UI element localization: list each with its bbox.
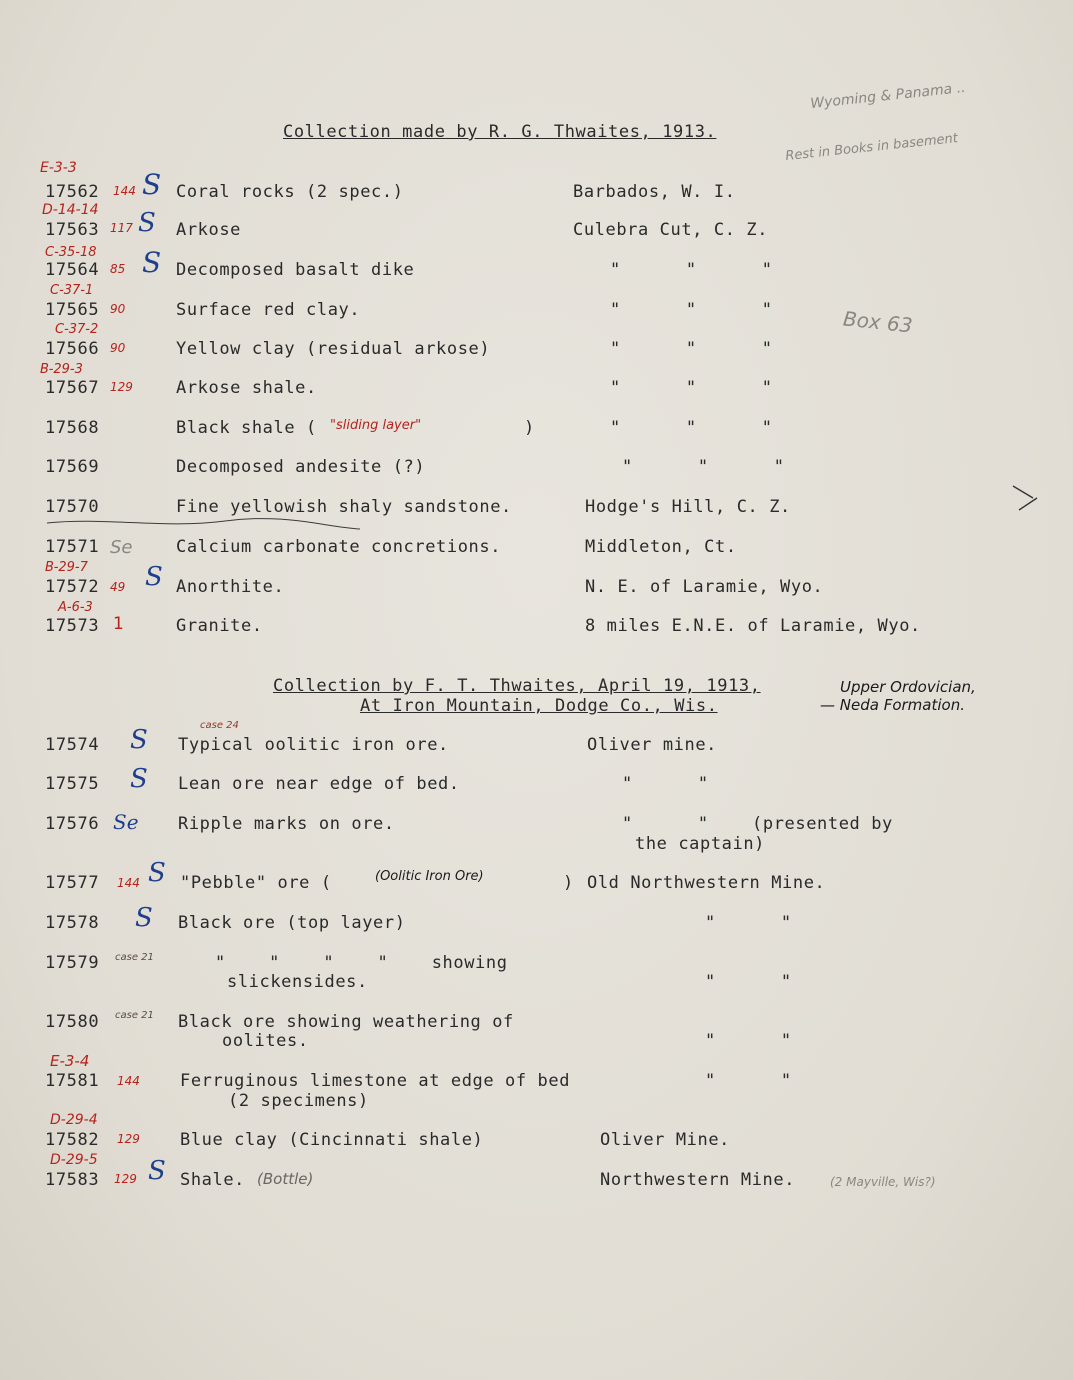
- item-number: 17568: [45, 418, 100, 438]
- red-catalog-code: E-3-3: [40, 160, 77, 176]
- red-case-number: 129: [114, 1172, 137, 1186]
- red-note-sliding-layer: "sliding layer": [330, 418, 422, 433]
- item-description: Decomposed basalt dike: [176, 260, 415, 280]
- item-number: 17570: [45, 497, 100, 517]
- red-case-number: 49: [110, 580, 126, 594]
- item-locality: Middleton, Ct.: [585, 537, 737, 557]
- item-description-cont: (2 specimens): [228, 1091, 369, 1111]
- blue-s-mark: S: [138, 208, 156, 238]
- red-catalog-code: D-29-4: [50, 1112, 98, 1128]
- item-description: Black ore (top layer): [178, 913, 406, 933]
- ink-note-oolitic: (Oolitic Iron Ore): [375, 869, 484, 884]
- item-description-cont: slickensides.: [227, 972, 368, 992]
- red-catalog-code: E-3-4: [50, 1052, 90, 1070]
- blue-s-mark: S: [130, 764, 148, 794]
- item-locality: Oliver Mine.: [600, 1130, 731, 1150]
- item-number: 17566: [45, 339, 100, 359]
- item-number: 17564: [45, 260, 100, 280]
- pencil-note-basement: Rest in Books in basement: [784, 130, 959, 165]
- item-locality: " " ": [622, 457, 785, 477]
- item-description: Arkose: [176, 220, 242, 240]
- item-locality: " " ": [610, 260, 773, 280]
- blue-s-mark: S: [135, 903, 153, 933]
- item-number: 17572: [45, 577, 100, 597]
- item-locality: " ": [705, 1071, 792, 1091]
- red-catalog-code: C-37-2: [55, 322, 99, 337]
- item-description: Anorthite.: [176, 577, 285, 597]
- red-case-number: 144: [117, 876, 140, 890]
- item-locality: Oliver mine.: [587, 735, 718, 755]
- item-number: 17562: [45, 182, 100, 202]
- item-locality: Northwestern Mine.: [600, 1170, 796, 1190]
- pencil-note-wyoming-panama: Wyoming & Panama ..: [809, 79, 967, 113]
- item-number: 17573: [45, 616, 100, 636]
- blue-s-mark: S: [142, 168, 162, 201]
- item-number: 17576: [45, 814, 100, 834]
- item-description: Lean ore near edge of bed.: [178, 774, 460, 794]
- item-description: Ferruginous limestone at edge of bed: [180, 1071, 571, 1091]
- blue-s-mark: S: [142, 246, 162, 279]
- item-description: Black ore showing weathering of: [178, 1012, 514, 1032]
- pencil-note-se: Se: [110, 537, 133, 558]
- blue-se-mark: Se: [113, 810, 139, 834]
- item-locality: " ": [705, 1031, 792, 1051]
- item-number: 17583: [45, 1170, 100, 1190]
- red-catalog-code: C-35-18: [45, 245, 97, 260]
- case-note: case 21: [115, 1010, 154, 1021]
- item-locality: Barbados, W. I.: [573, 182, 736, 202]
- pencil-note-bottle: (Bottle): [257, 1170, 314, 1188]
- item-locality: Hodge's Hill, C. Z.: [585, 497, 791, 517]
- item-description: Decomposed andesite (?): [176, 457, 426, 477]
- item-description: Shale.: [180, 1170, 246, 1190]
- blue-s-mark: S: [148, 1156, 166, 1186]
- item-number: 17571: [45, 537, 100, 557]
- item-description: "Pebble" ore (: [180, 873, 332, 893]
- item-number: 17580: [45, 1012, 100, 1032]
- item-number: 17581: [45, 1071, 100, 1091]
- blue-s-mark: S: [130, 725, 148, 755]
- item-description-close: ): [524, 418, 535, 438]
- item-number: 17579: [45, 953, 100, 973]
- red-case-number: 90: [110, 341, 126, 355]
- item-locality: " " ": [610, 378, 773, 398]
- item-description: Surface red clay.: [176, 300, 361, 320]
- item-number: 17563: [45, 220, 100, 240]
- pencil-note-mayville: (2 Mayville, Wis?): [830, 1175, 936, 1189]
- case-note: case 24: [200, 720, 239, 731]
- item-locality: " " (presented by: [622, 814, 893, 834]
- item-description: Yellow clay (residual arkose): [176, 339, 491, 359]
- item-locality: N. E. of Laramie, Wyo.: [585, 577, 824, 597]
- item-number: 17578: [45, 913, 100, 933]
- item-locality: " " ": [610, 339, 773, 359]
- item-description: Blue clay (Cincinnati shale): [180, 1130, 484, 1150]
- red-catalog-code: B-29-7: [45, 560, 88, 575]
- red-case-number: 144: [117, 1074, 140, 1088]
- red-case-number: 129: [117, 1132, 140, 1146]
- section2-subheading: At Iron Mountain, Dodge Co., Wis.: [360, 696, 718, 716]
- item-description: Coral rocks (2 spec.): [176, 182, 404, 202]
- item-locality: " ": [705, 972, 792, 992]
- item-locality-cont: the captain): [635, 834, 766, 854]
- blue-s-mark: S: [145, 562, 163, 592]
- blue-s-mark: S: [148, 858, 166, 888]
- ink-note-upper-ordovician: Upper Ordovician,: [840, 678, 976, 696]
- red-case-number: 1: [113, 614, 124, 634]
- red-case-number: 144: [113, 184, 136, 198]
- ink-note-neda-formation: — Neda Formation.: [820, 696, 965, 714]
- item-description: " " " " showing: [215, 953, 508, 973]
- red-catalog-code: D-29-5: [50, 1152, 98, 1168]
- item-locality: " " ": [610, 300, 773, 320]
- item-description: Ripple marks on ore.: [178, 814, 395, 834]
- item-description: Fine yellowish shaly sandstone.: [176, 497, 512, 517]
- item-locality: Culebra Cut, C. Z.: [573, 220, 769, 240]
- red-case-number: 117: [110, 221, 133, 235]
- section2-heading: Collection by F. T. Thwaites, April 19, 1913,: [273, 676, 761, 696]
- item-number: 17569: [45, 457, 100, 477]
- pencil-stray-mark: [1005, 480, 1045, 520]
- item-number: 17567: [45, 378, 100, 398]
- red-catalog-code: C-37-1: [50, 283, 94, 298]
- item-description: Black shale (: [176, 418, 317, 438]
- item-locality: " " ": [610, 418, 773, 438]
- item-locality: 8 miles E.N.E. of Laramie, Wyo.: [585, 616, 921, 636]
- item-number: 17574: [45, 735, 100, 755]
- item-number: 17565: [45, 300, 100, 320]
- section1-heading: Collection made by R. G. Thwaites, 1913.: [283, 122, 717, 142]
- item-number: 17582: [45, 1130, 100, 1150]
- pen-underline-mark: [45, 515, 365, 535]
- item-locality: " ": [622, 774, 709, 794]
- item-description: Granite.: [176, 616, 263, 636]
- item-description: Arkose shale.: [176, 378, 317, 398]
- red-case-number: 129: [110, 380, 133, 394]
- case-note: case 21: [115, 952, 154, 963]
- item-locality: Old Northwestern Mine.: [587, 873, 826, 893]
- red-catalog-code: B-29-3: [40, 362, 83, 377]
- item-locality: " ": [705, 913, 792, 933]
- pencil-note-box: Box 63: [841, 306, 914, 338]
- item-number: 17575: [45, 774, 100, 794]
- item-description: Calcium carbonate concretions.: [176, 537, 502, 557]
- red-catalog-code: A-6-3: [58, 600, 93, 615]
- item-description-close: ): [563, 873, 574, 893]
- item-number: 17577: [45, 873, 100, 893]
- item-description-cont: oolites.: [222, 1031, 309, 1051]
- red-case-number: 85: [110, 262, 126, 276]
- red-catalog-code: D-14-14: [42, 202, 99, 218]
- item-description: Typical oolitic iron ore.: [178, 735, 449, 755]
- red-case-number: 90: [110, 302, 126, 316]
